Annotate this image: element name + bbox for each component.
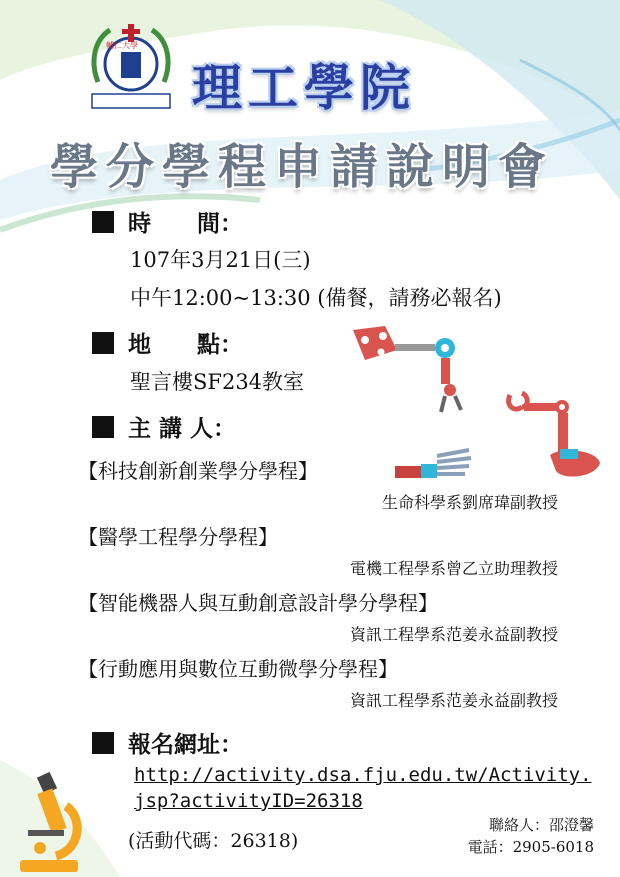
bullet-square-icon (92, 332, 114, 354)
registration-section-heading (92, 726, 243, 759)
contact-phone: 電話：2905-6018 (467, 838, 594, 856)
event-hours: 中午12:00~13:30 (備餐，請務必報名) (130, 286, 502, 310)
program-name: 【行動應用與數位互動微學分學程】 (78, 657, 398, 681)
speakers-section-heading (92, 410, 236, 443)
program-lecturer: 資訊工程學系范姜永益副教授 (349, 691, 558, 710)
time-label: 時 間： (128, 210, 243, 237)
bullet-square-icon (92, 732, 114, 754)
program-lecturer: 資訊工程學系范姜永益副教授 (349, 625, 558, 644)
registration-url-line-2[interactable]: jsp?activityID=26318 (134, 790, 363, 812)
program-name: 【科技創新創業學分學程】 (78, 459, 318, 483)
activity-code: (活動代碼：26318) (128, 830, 299, 852)
program-lecturer: 生命科學系劉席瑋副教授 (381, 493, 558, 512)
speakers-label: 主 講 人： (128, 415, 237, 442)
program-lecturer: 電機工程學系曾乙立助理教授 (349, 559, 558, 578)
time-section-heading (92, 205, 243, 238)
registration-label: 報名網址： (128, 731, 243, 758)
school-logo (88, 22, 174, 114)
college-title: 理工學院 (192, 58, 416, 117)
place-label: 地 點： (128, 331, 243, 358)
microscope-icon (10, 766, 90, 874)
robot-arm-icon (345, 320, 480, 420)
bullet-square-icon (92, 211, 114, 233)
event-place: 聖言樓SF234教室 (130, 370, 305, 394)
place-section-heading (92, 326, 243, 359)
robot-claw-icon (500, 385, 610, 490)
logo-text: 輔仁大學 (106, 41, 138, 50)
contact-person: 聯絡人：邵澄馨 (488, 816, 594, 834)
program-name: 【醫學工程學分學程】 (78, 525, 278, 549)
registration-url-line-1[interactable]: http://activity.dsa.fju.edu.tw/Activity. (134, 764, 592, 786)
event-date: 107年3月21日(三) (130, 248, 311, 272)
event-title: 學分學程申請說明會 (50, 139, 555, 195)
program-name: 【智能機器人與互動創意設計學分學程】 (78, 591, 438, 615)
bullet-square-icon (92, 416, 114, 438)
robot-hand-icon (393, 446, 473, 482)
